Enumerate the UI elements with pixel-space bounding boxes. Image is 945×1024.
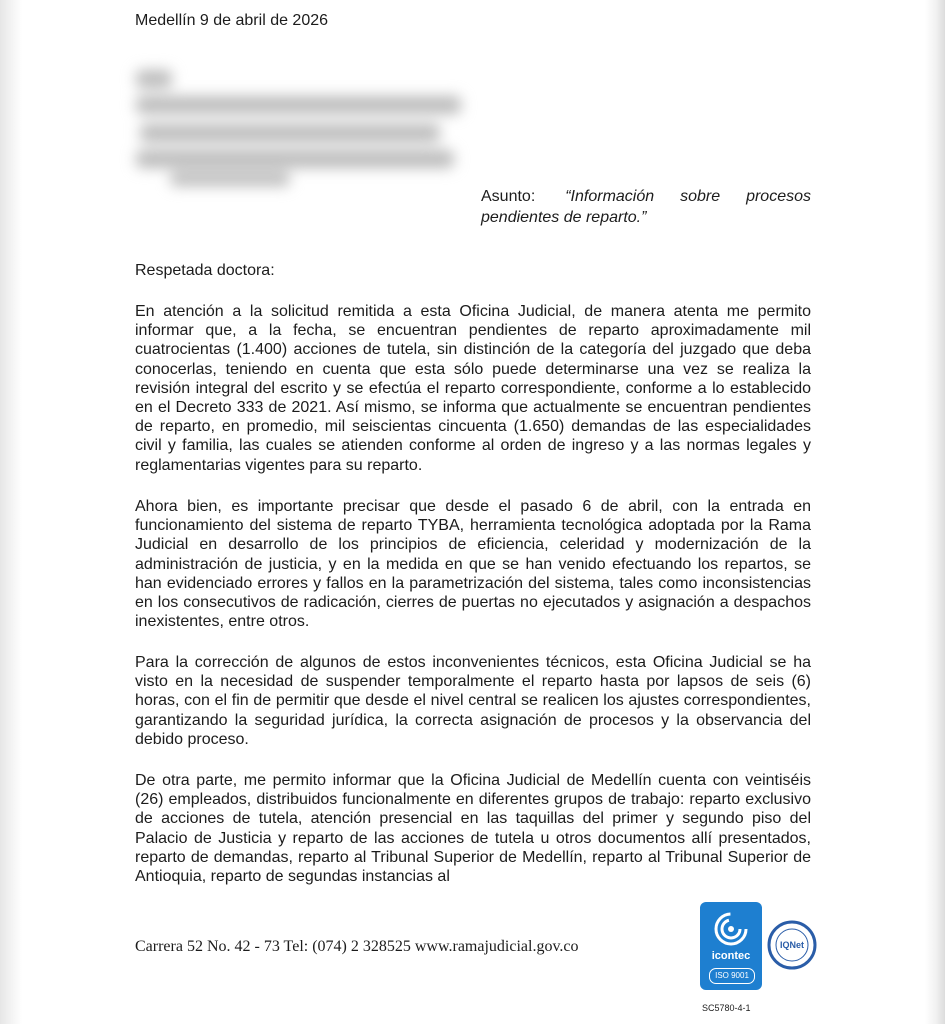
body-paragraph: Ahora bien, es importante precisar que desde el pasado 6 de abril, con la entrada en funcionamiento del sistema de reparto TYBA, herramienta tecnológica adoptada por la Rama Judicial en desarrollo de los principios de eficiencia, celeridad y modernización de la administración de justicia, y en la medida en que se han venido efectuando los repartos, se han evidenciado errores y fallos en la parametrización del sistema, tales como inconsistencias en los consecutivos de radicación, cierres de puertas no ejecutados y asignación a despachos inexistentes, entre otros. bbox=[135, 498, 811, 631]
subject-label: Asunto: bbox=[481, 188, 536, 205]
footer-address: Carrera 52 No. 42 - 73 Tel: (074) 2 328525 www.ramajudicial.gov.co bbox=[135, 938, 579, 955]
icontec-name: icontec bbox=[711, 950, 751, 962]
icontec-swirl-icon bbox=[714, 912, 748, 946]
iqnet-logo bbox=[767, 920, 817, 970]
redacted-recipient-block bbox=[130, 62, 460, 190]
body-paragraph: De otra parte, me permito informar que la Oficina Judicial de Medellín cuenta con veintiséis (26) empleados, distribuidos funcionalmente en diferentes grupos de trabajo: reparto exclusivo de acciones de tutela, atención presencial en las taquillas del primer y segundo piso del Palacio de Justicia y reparto de las acciones de tutela u otros documentos allí presentados, reparto de demandas, reparto al Tribunal Superior de Medellín, reparto al Tribunal Superior de Antioquia, reparto de segundas instancias al bbox=[135, 772, 811, 886]
subject-text: “Información sobre procesos pendientes de reparto.” bbox=[481, 188, 811, 226]
iso-label: ISO 9001 bbox=[709, 968, 755, 984]
document-code: SC5780-4-1 bbox=[702, 1003, 751, 1013]
salutation: Respetada doctora: bbox=[135, 262, 275, 279]
subject-block bbox=[481, 186, 811, 228]
icontec-logo bbox=[700, 902, 762, 990]
body-paragraph: Para la corrección de algunos de estos inconvenientes técnicos, esta Oficina Judicial se ha visto en la necesidad de suspender temporalmente el reparto hasta por lapsos de seis (6) horas, con el fin de permitir que desde el nivel central se realicen los ajustes correspondientes, garantizando la seguridad jurídica, la correcta asignación de procesos y la observancia del debido proceso. bbox=[135, 654, 811, 748]
body-paragraph: En atención a la solicitud remitida a esta Oficina Judicial, de manera atenta me permito informar que, a la fecha, se encuentran pendientes de reparto aproximadamente mil cuatrocientas (1.400) acciones de tutela, sin distinción de la categoría del juzgado que deba conocerlas, teniendo en cuenta que esta sólo puede determinarse una vez se realiza la revisión integral del escrito y se efectúa el reparto correspondiente, conforme a lo establecido en el Decreto 333 de 2021. Así mismo, se informa que actualmente se encuentran pendientes de reparto, en promedio, mil seiscientas cincuenta (1.650) demandas de las especialidades civil y familia, las cuales se atienden conforme al orden de ingreso y a las normas legales y reglamentarias vigentes para su reparto. bbox=[135, 303, 811, 474]
iqnet-text: IQNet bbox=[779, 940, 805, 950]
letter-date: Medellín 9 de abril de 2026 bbox=[135, 12, 329, 29]
